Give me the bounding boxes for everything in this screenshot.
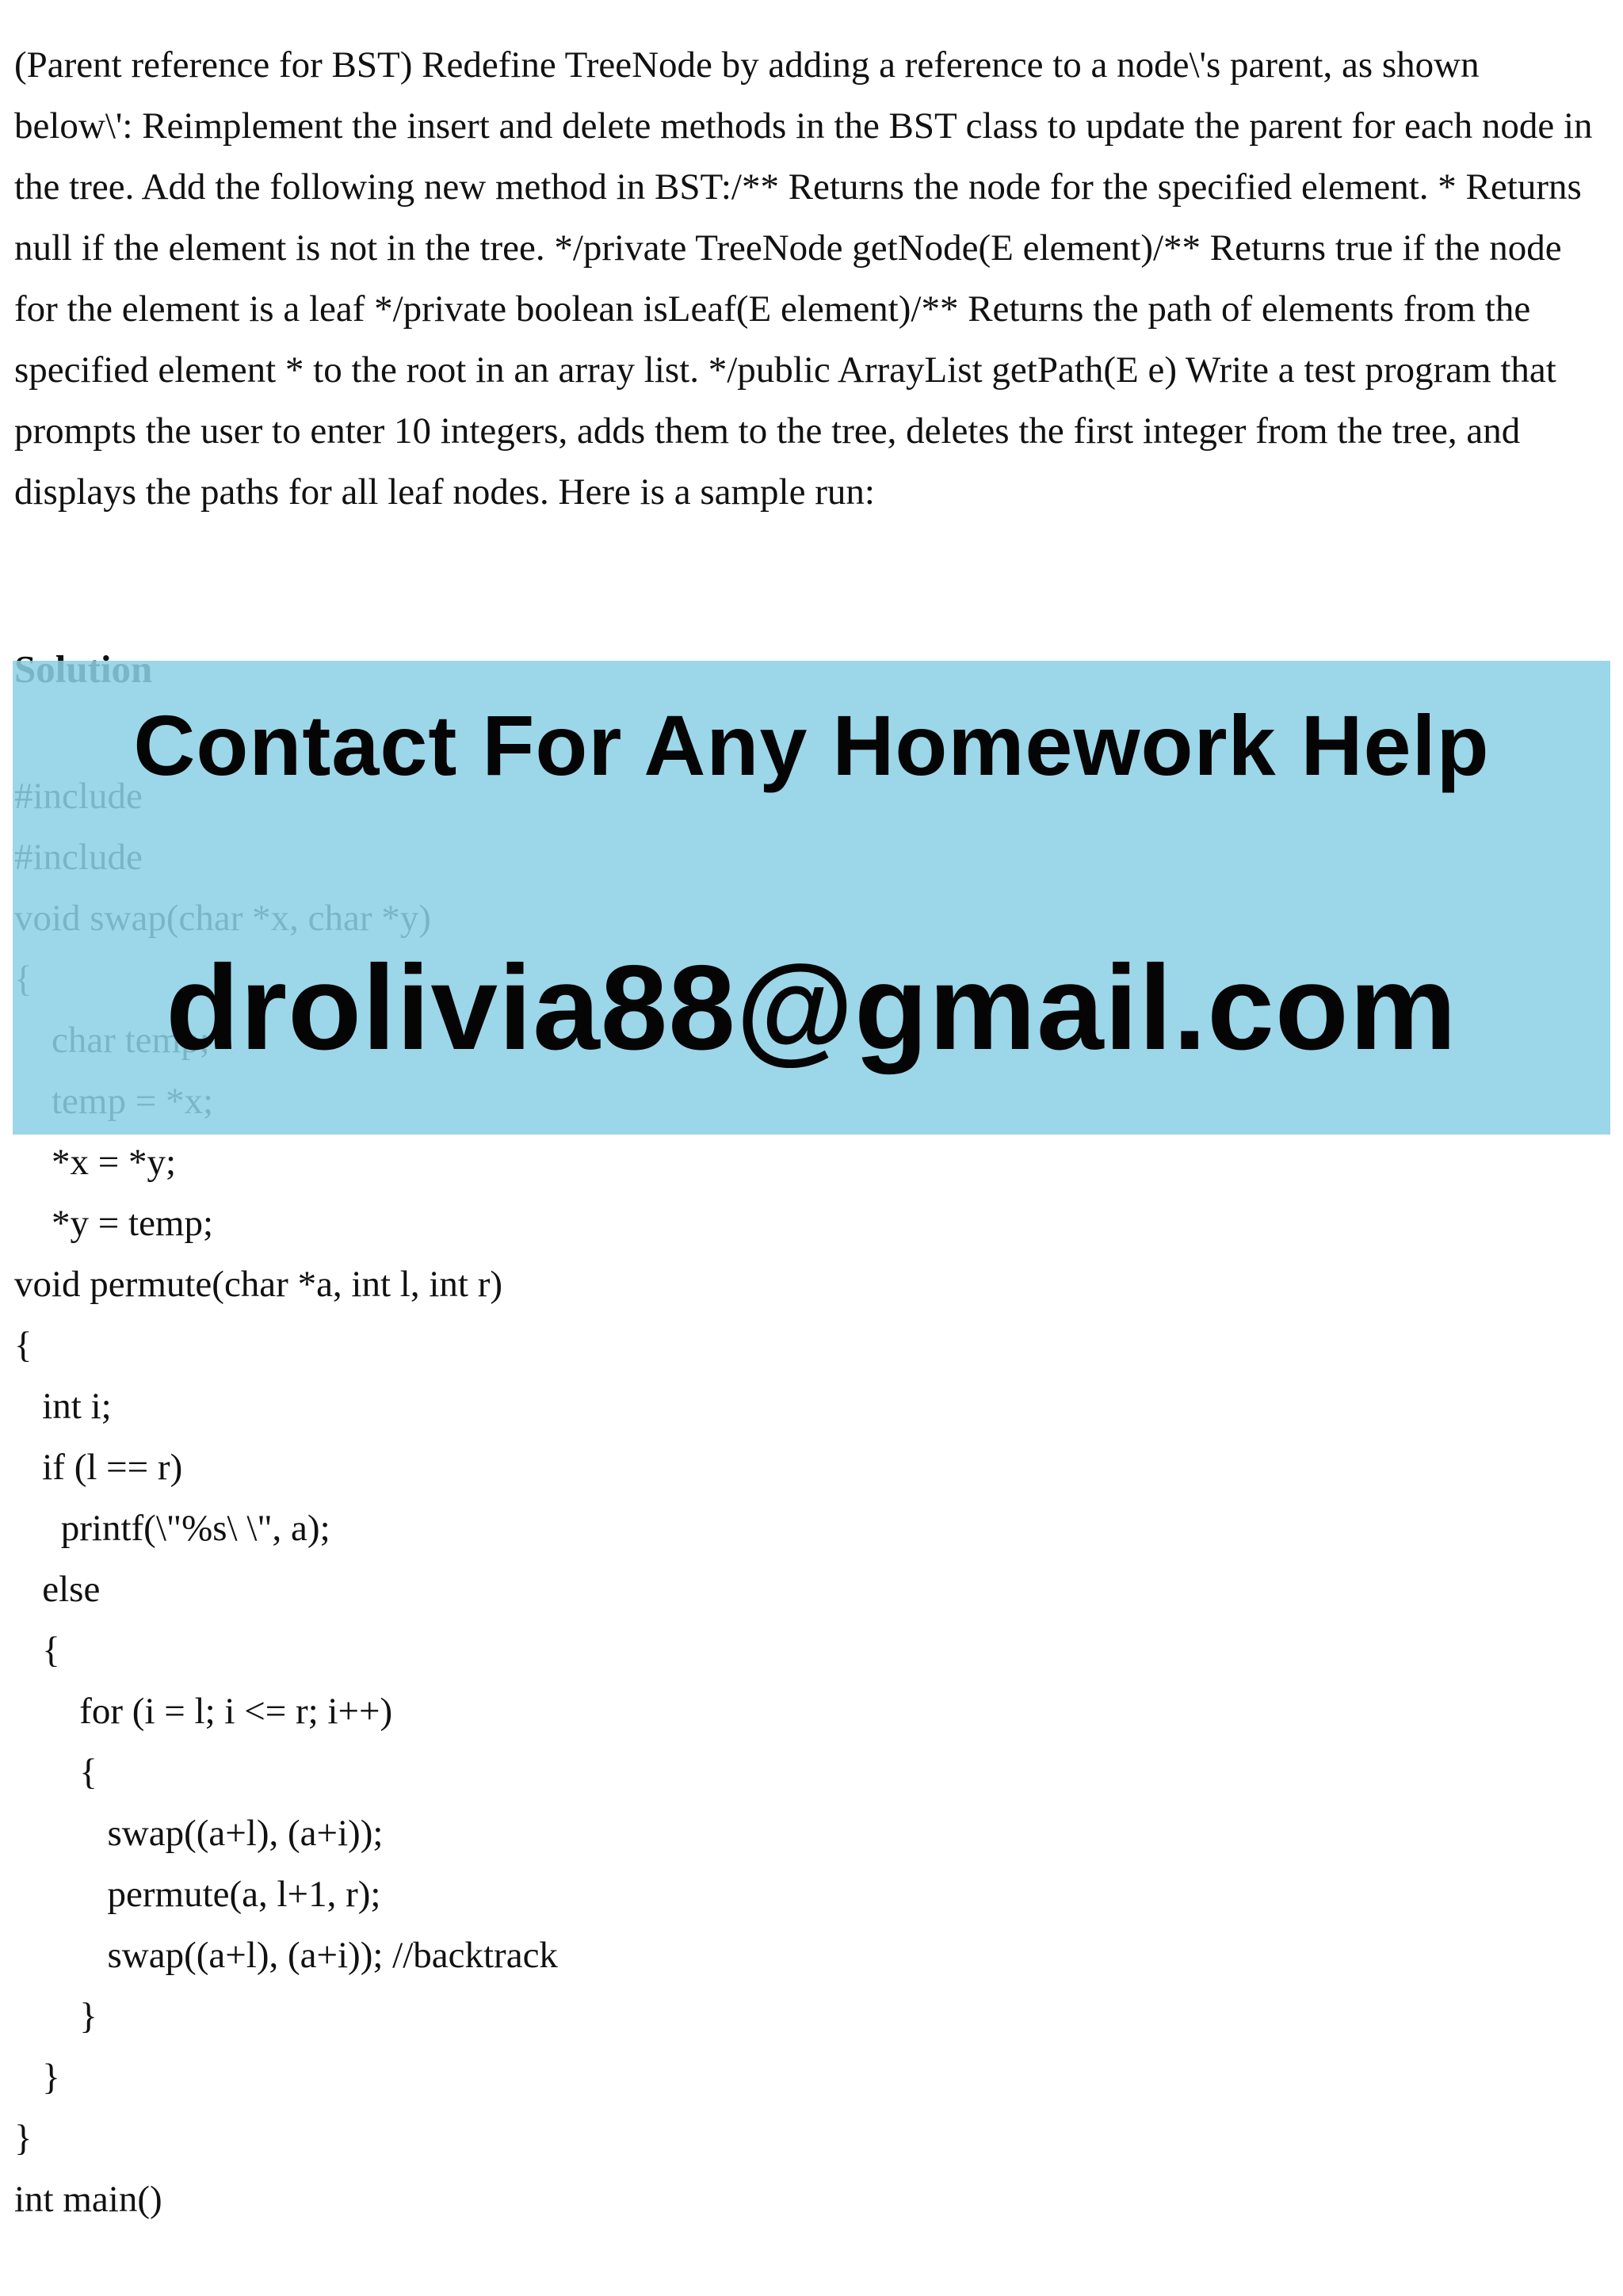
code-line: { xyxy=(14,1630,60,1671)
watermark-banner xyxy=(13,661,1610,1135)
code-line: printf(\"%s\ \", a); xyxy=(14,1508,330,1549)
code-line: void permute(char *a, int l, int r) xyxy=(14,1264,503,1305)
code-line: *x = *y; xyxy=(14,1142,177,1183)
code-line: } xyxy=(14,2118,32,2159)
watermark-contact-text: Contact For Any Homework Help xyxy=(133,697,1490,793)
code-line: swap((a+l), (a+i)); //backtrack xyxy=(14,1935,558,1976)
watermark-email-text: drolivia88@gmail.com xyxy=(166,940,1457,1075)
code-line: int i; xyxy=(14,1386,112,1427)
code-line: } xyxy=(14,1996,97,2037)
code-line: *y = temp; xyxy=(14,1203,214,1244)
code-line: { xyxy=(14,1325,32,1366)
code-line: } xyxy=(14,2057,60,2098)
code-line: { xyxy=(14,1752,97,1793)
code-block xyxy=(14,0,1124,2296)
code-line: int main() xyxy=(14,2179,162,2220)
code-line: else xyxy=(14,1569,101,1610)
question-text: (Parent reference for BST) Redefine TreeNode by adding a reference to a node\'s parent, as shown below\': Reimplement the insert and delete methods in the BST class to update the parent for each node in the tree. Add the following new method in BST:/** Returns the node for the specified element. * Returns null if the element is not in the tree. */private TreeNode getNode(E element)/** Returns true if the node for the element is a leaf */private boolean isLeaf(E element)/** Returns the path of elements from the specified element * to the root in an array list. */public ArrayList getPath(E e) Write a test program that prompts the user to enter 10 integers, adds them to the tree, deletes the first integer from the tree, and displays the paths for all leaf nodes. Here is a sample run: xyxy=(14,44,1593,513)
code-line: for (i = l; i <= r; i++) xyxy=(14,1691,393,1732)
code-line: if (l == r) xyxy=(14,1447,183,1488)
code-line: permute(a, l+1, r); xyxy=(14,1874,381,1915)
code-line: swap((a+l), (a+i)); xyxy=(14,1813,384,1854)
